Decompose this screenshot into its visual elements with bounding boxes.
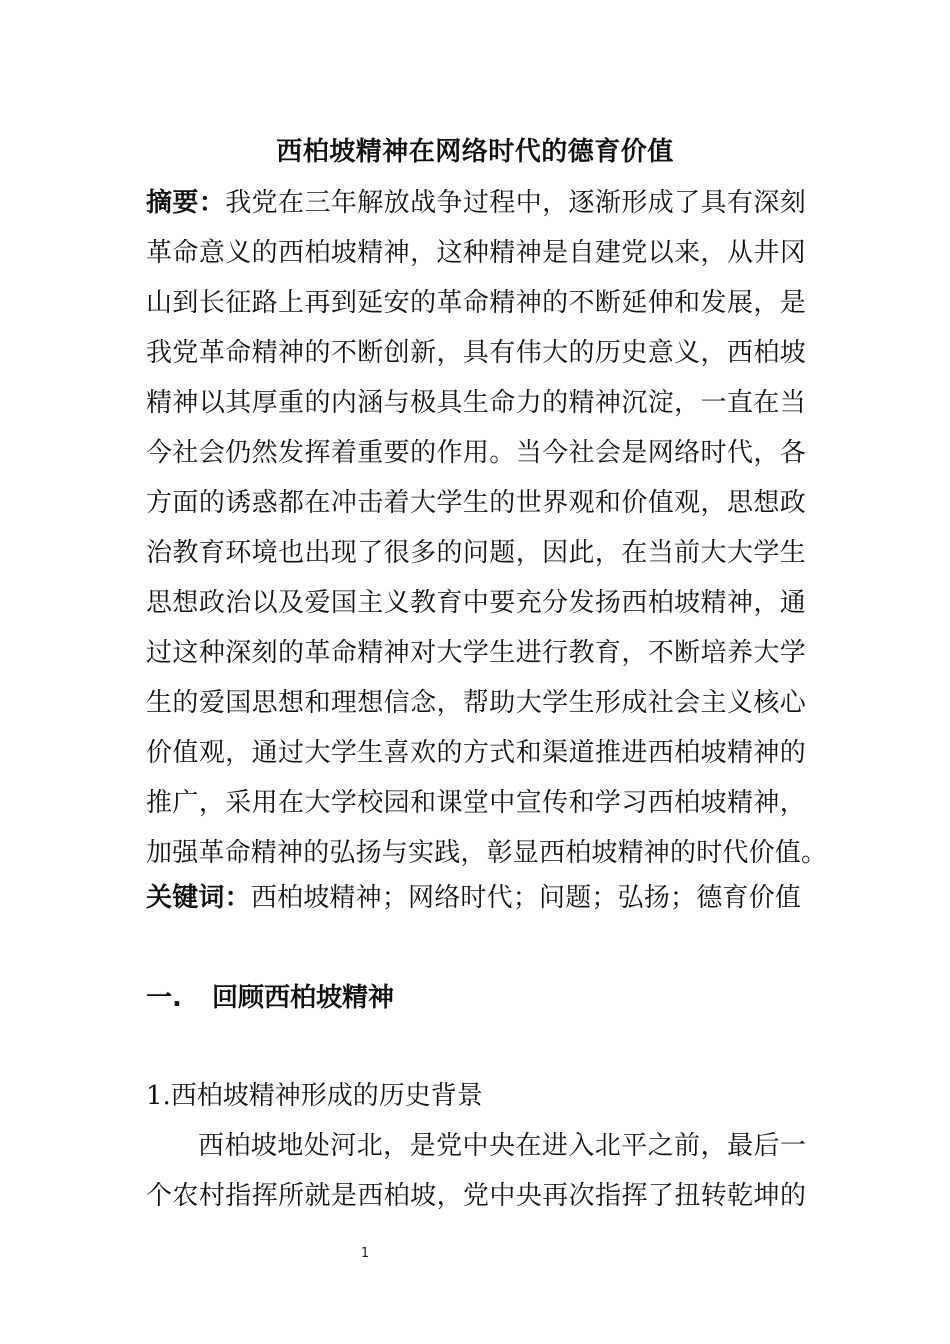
abstract-line: 革命意义的西柏坡精神，这种精神是自建党以来，从井冈 bbox=[146, 238, 806, 268]
abstract-line bbox=[146, 185, 806, 221]
abstract-line: 加强革命精神的弘扬与实践，彰显西柏坡精神的时代价值。 bbox=[146, 838, 828, 868]
abstract-line: 价值观，通过大学生喜欢的方式和渠道推进西柏坡精神的 bbox=[146, 738, 806, 768]
page-number: 1 bbox=[360, 1246, 370, 1261]
section-title: 回顾西柏坡精神 bbox=[212, 983, 395, 1013]
abstract-line: 生的爱国思想和理想信念，帮助大学生形成社会主义核心 bbox=[146, 688, 806, 718]
abstract-line: 推广，采用在大学校园和课堂中宣传和学习西柏坡精神， bbox=[146, 788, 806, 818]
subsection-heading: 1.西柏坡精神形成的历史背景 bbox=[146, 1081, 483, 1111]
abstract-line: 过这种深刻的革命精神对大学生进行教育，不断培养大学 bbox=[146, 638, 806, 668]
keywords-text: 西柏坡精神；网络时代；问题；弘扬；德育价值 bbox=[250, 883, 802, 913]
body-paragraph-line: 个农村指挥所就是西柏坡，党中央再次指挥了扭转乾坤的 bbox=[146, 1181, 806, 1211]
abstract-text: 我党在三年解放战争过程中，逐渐形成了具有深刻 bbox=[225, 188, 806, 218]
abstract-line: 治教育环境也出现了很多的问题，因此，在当前大大学生 bbox=[146, 538, 806, 568]
abstract-line: 思想政治以及爱国主义教育中要充分发扬西柏坡精神，通 bbox=[146, 588, 806, 618]
abstract-line: 山到长征路上再到延安的革命精神的不断延伸和发展，是 bbox=[146, 288, 806, 318]
section-number: 一. bbox=[146, 983, 182, 1013]
abstract-line: 我党革命精神的不断创新，具有伟大的历史意义，西柏坡 bbox=[146, 338, 806, 368]
abstract-line: 今社会仍然发挥着重要的作用。当今社会是网络时代，各 bbox=[146, 438, 806, 468]
keywords-label: 关键词： bbox=[146, 883, 251, 913]
keywords-line bbox=[146, 880, 806, 916]
abstract-line: 精神以其厚重的内涵与极具生命力的精神沉淀，一直在当 bbox=[146, 388, 806, 418]
abstract-label: 摘要： bbox=[146, 188, 226, 218]
section-heading bbox=[146, 980, 394, 1016]
abstract-line: 方面的诱惑都在冲击着大学生的世界观和价值观，思想政 bbox=[146, 488, 806, 518]
document-title: 西柏坡精神在网络时代的德育价值 bbox=[276, 137, 674, 167]
body-paragraph-line: 西柏坡地处河北，是党中央在进入北平之前，最后一 bbox=[198, 1131, 806, 1161]
